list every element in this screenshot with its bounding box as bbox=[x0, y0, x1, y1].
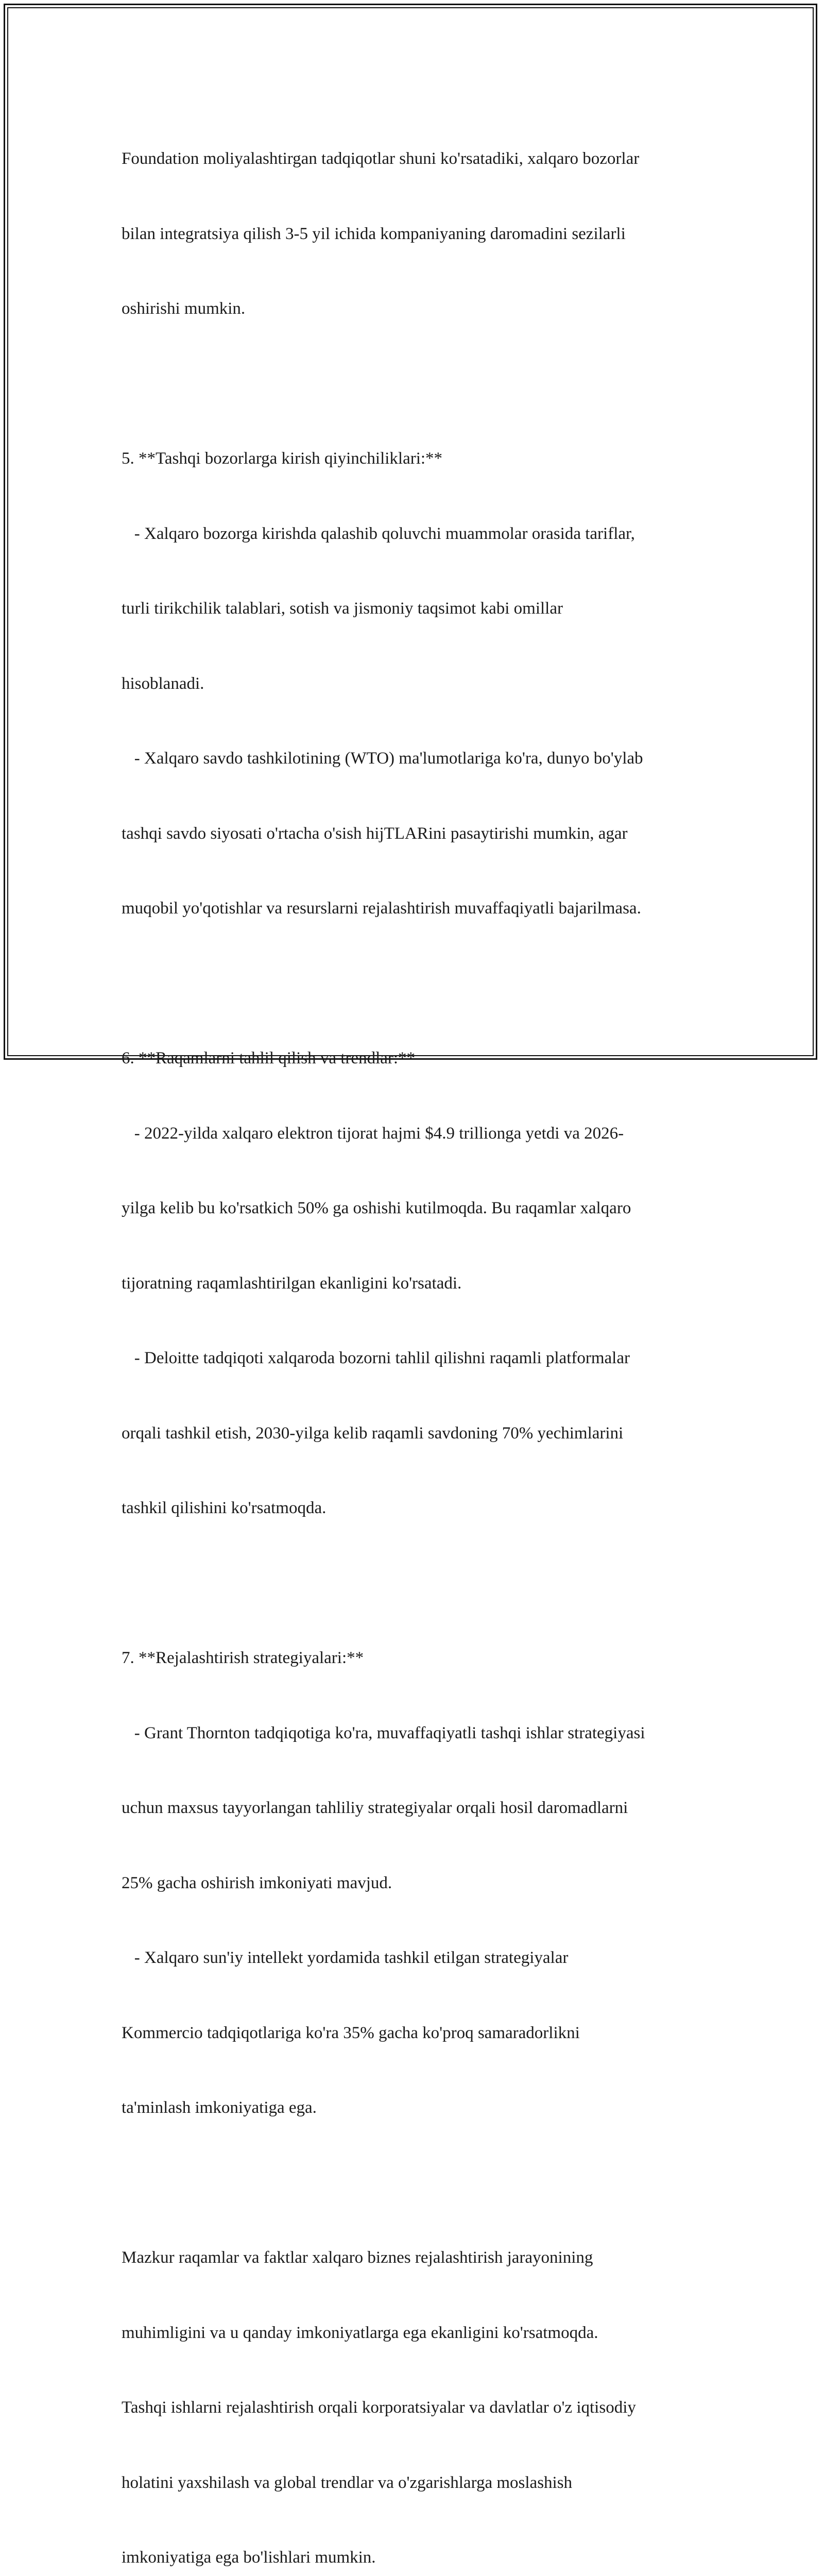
text-line: tashqi savdo siyosati o'rtacha o'sish hijTLARini pasaytirishi mumkin, agar bbox=[122, 824, 628, 843]
section-6 bbox=[122, 996, 714, 1571]
section-heading: 6. **Raqamlarni tahlil qilish va trendlar:** bbox=[122, 1049, 416, 1067]
text-line: orqali tashkil etish, 2030-yilga kelib raqamli savdoning 70% yechimlarini bbox=[122, 1423, 624, 1443]
text-line: tashkil qilishini ko'rsatmoqda. bbox=[122, 1499, 327, 1517]
section-heading: 7. **Rejalashtirish strategiyalari:** bbox=[122, 1649, 364, 1667]
text-line: tijoratning raqamlashtirilgan ekanligini ko'rsatadi. bbox=[122, 1274, 462, 1293]
text-line: - Grant Thornton tadqiqotiga ko'ra, muvaffaqiyatli tashqi ishlar strategiyasi bbox=[122, 1723, 645, 1742]
text-line: yilga kelib bu ko'rsatkich 50% ga oshishi kutilmoqda. Bu raqamlar xalqaro bbox=[122, 1199, 631, 1217]
section-5 bbox=[122, 396, 714, 971]
text-line: Mazkur raqamlar va faktlar xalqaro biznes rejalashtirish jarayonining bbox=[122, 2248, 593, 2267]
text-line: Foundation moliyalashtirgan tadqiqotlar shuni ko'rsatadiki, xalqaro bozorlar bbox=[122, 149, 640, 168]
text-line: imkoniyatiga ega bo'lishlari mumkin. bbox=[122, 2548, 376, 2567]
text-line: uchun maxsus tayyorlangan tahliliy strategiyalar orqali hosil daromadlarni bbox=[122, 1799, 628, 1817]
conclusion-paragraph bbox=[122, 2195, 714, 2576]
text-line: - Xalqaro sun'iy intellekt yordamida tashkil etilgan strategiyalar bbox=[122, 1948, 569, 1967]
text-line: hisoblanadi. bbox=[122, 674, 204, 693]
text-line: turli tirikchilik talablari, sotish va jismoniy taqsimot kabi omillar bbox=[122, 599, 563, 618]
text-line: Kommercio tadqiqotlariga ko'ra 35% gacha ko'proq samaradorlikni bbox=[122, 2023, 580, 2042]
text-line: bilan integratsiya qilish 3-5 yil ichida kompaniyaning daromadini sezilarli bbox=[122, 224, 626, 243]
text-line: - Deloitte tadqiqoti xalqaroda bozorni tahlil qilishni raqamli platformalar bbox=[122, 1349, 630, 1367]
text-line: oshirishi mumkin. bbox=[122, 299, 246, 318]
text-line: - Xalqaro savdo tashkilotining (WTO) ma'lumotlariga ko'ra, dunyo bo'ylab bbox=[122, 749, 643, 768]
document-body bbox=[122, 96, 714, 2576]
section-7 bbox=[122, 1596, 714, 2171]
text-line: - 2022-yilda xalqaro elektron tijorat hajmi $4.9 trillionga yetdi va 2026- bbox=[122, 1124, 624, 1143]
section-heading: 5. **Tashqi bozorlarga kirish qiyinchiliklari:** bbox=[122, 449, 443, 468]
text-line: holatini yaxshilash va global trendlar va o'zgarishlarga moslashish bbox=[122, 2473, 573, 2492]
text-line: - Xalqaro bozorga kirishda qalashib qoluvchi muammolar orasida tariflar, bbox=[122, 524, 635, 543]
intro-paragraph bbox=[122, 96, 714, 371]
text-line: muqobil yo'qotishlar va resurslarni rejalashtirish muvaffaqiyatli bajarilmasa. bbox=[122, 899, 641, 918]
text-line: ta'minlash imkoniyatiga ega. bbox=[122, 2098, 317, 2117]
text-line: Tashqi ishlarni rejalashtirish orqali korporatsiyalar va davlatlar o'z iqtisodiy bbox=[122, 2398, 636, 2417]
text-line: 25% gacha oshirish imkoniyati mavjud. bbox=[122, 1873, 392, 1892]
text-line: muhimligini va u qanday imkoniyatlarga ega ekanligini ko'rsatmoqda. bbox=[122, 2323, 598, 2342]
